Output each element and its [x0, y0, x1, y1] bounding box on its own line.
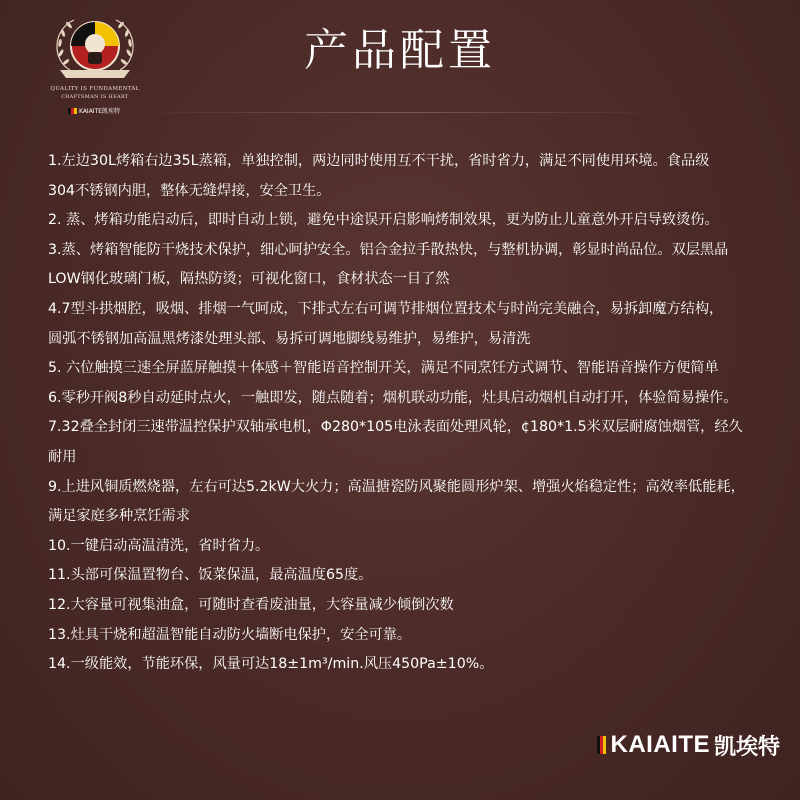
config-list	[48, 147, 778, 680]
brand-name-cn: 凯埃特	[713, 734, 780, 760]
flag-icon	[68, 108, 77, 114]
logo-brand	[68, 106, 120, 115]
list-item: 3.蒸、烤箱智能防干烧技术保护，细心呵护安全。铝合金拉手散热快，与整机协调，彰显时尚品位。双层黑晶 LOW钢化玻璃门板，隔热防烫；可视化窗口，食材状态一目了然	[48, 241, 729, 288]
list-item: 1.左边30L烤箱右边35L蒸箱，单独控制，两边同时使用互不干扰，省时省力，满足不同使用环境。食品级 304不锈钢内胆，整体无缝焊接，安全卫生。	[48, 153, 710, 199]
brand-name: KAIAITE	[610, 731, 710, 758]
list-item: 6.零秒开阀8秒自动延时点火，一触即发，随点随着；烟机联动功能，灶具启动烟机自动打开，体验简易操作。	[48, 389, 738, 406]
list-item: 7.32叠全封闭三速带温控保护双轴承电机，Φ280*105电泳表面处理风轮，¢180*1.5米双层耐腐蚀烟管，经久 耐用	[48, 419, 743, 465]
list-item: 9.上进风铜质燃烧器，左右可达5.2kW大火力；高温搪瓷防风聚能圆形炉架、增强火焰稳定性；高效率低能耗， 满足家庭多种烹饪需求	[48, 478, 745, 525]
logo-motto-line1: QUALITY IS FUNDAMENTAL	[50, 86, 140, 92]
list-item: 13.灶具干烧和超温智能自动防火墙断电保护，安全可靠。	[48, 626, 412, 643]
list-item: 2. 蒸、烤箱功能启动后，即时自动上锁，避免中途误开启影响烤制效果，更为防止儿童意外开启导致烫伤。	[48, 212, 719, 229]
flag-icon	[597, 736, 606, 754]
list-item: 12.大容量可视集油盒，可随时查看废油量，大容量减少倾倒次数	[48, 596, 454, 613]
list-item: 5. 六位触摸三速全屏蓝屏触摸＋体感＋智能语音控制开关，满足不同烹饪方式调节、智能语音操作方便简单	[48, 360, 719, 377]
list-item: 10.一键启动高温清洗，省时省力。	[48, 537, 270, 554]
divider	[130, 112, 670, 113]
page-title: 产品配置	[304, 25, 496, 76]
list-item: 14.一级能效，节能环保，风量可达18±1m³/min.风压450Pa±10%。	[48, 656, 494, 673]
list-item: 4.7型斗拱烟腔，吸烟、排烟一气呵成，下排式左右可调节排烟位置技术与时尚完美融合，易拆卸魔方结构， 圆弧不锈钢加高温黑烤漆处理头部、易拆可调地脚线易维护，易维护，易清洗	[48, 300, 724, 347]
footer-brand-logo	[597, 730, 780, 760]
list-item: 11.头部可保温置物台、饭菜保温，最高温度65度。	[48, 567, 373, 584]
logo-brand-text: KAIAITE凯埃特	[79, 108, 121, 115]
logo-motto-line2: CRAFTSMAN IS HEART	[61, 94, 129, 100]
